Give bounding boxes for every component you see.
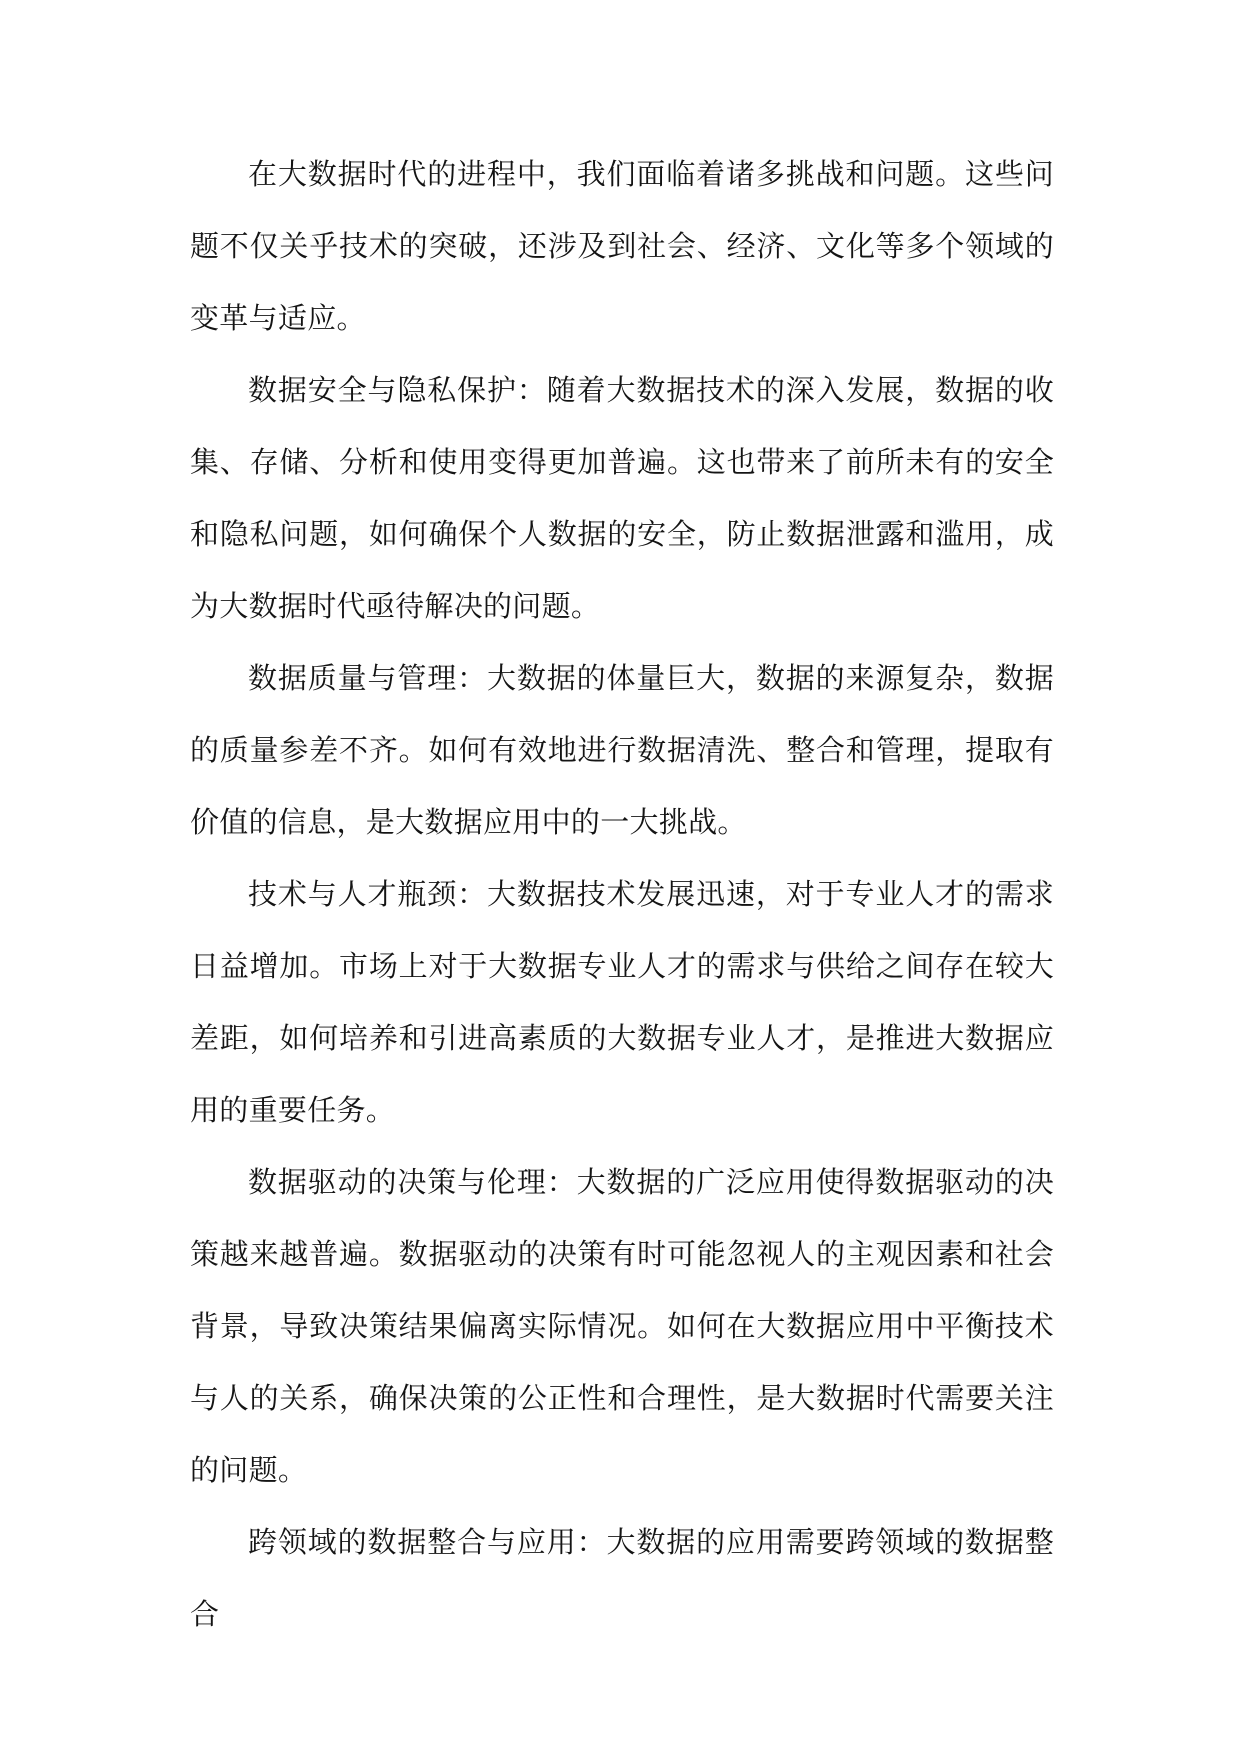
- paragraph-decision-ethics: 数据驱动的决策与伦理：大数据的广泛应用使得数据驱动的决策越来越普遍。数据驱动的决策有时可能忽视人的主观因素和社会背景，导致决策结果偏离实际情况。如何在大数据应用中平衡技术与人的关系，确保决策的公正性和合理性，是大数据时代需要关注的问题。: [190, 1165, 1054, 1487]
- document-body: [190, 138, 1054, 1650]
- paragraph-cross-domain: 跨领域的数据整合与应用：大数据的应用需要跨领域的数据整合: [190, 1525, 1054, 1631]
- paragraph-intro: 在大数据时代的进程中，我们面临着诸多挑战和问题。这些问题不仅关乎技术的突破，还涉及到社会、经济、文化等多个领域的变革与适应。: [190, 157, 1054, 335]
- paragraph-data-security: 数据安全与隐私保护：随着大数据技术的深入发展，数据的收集、存储、分析和使用变得更加普遍。这也带来了前所未有的安全和隐私问题，如何确保个人数据的安全，防止数据泄露和滥用，成为大数据时代亟待解决的问题。: [190, 373, 1054, 623]
- paragraph-talent-bottleneck: 技术与人才瓶颈：大数据技术发展迅速，对于专业人才的需求日益增加。市场上对于大数据专业人才的需求与供给之间存在较大差距，如何培养和引进高素质的大数据专业人才，是推进大数据应用的重要任务。: [190, 877, 1054, 1127]
- paragraph-data-quality: 数据质量与管理：大数据的体量巨大，数据的来源复杂，数据的质量参差不齐。如何有效地进行数据清洗、整合和管理，提取有价值的信息，是大数据应用中的一大挑战。: [190, 661, 1054, 839]
